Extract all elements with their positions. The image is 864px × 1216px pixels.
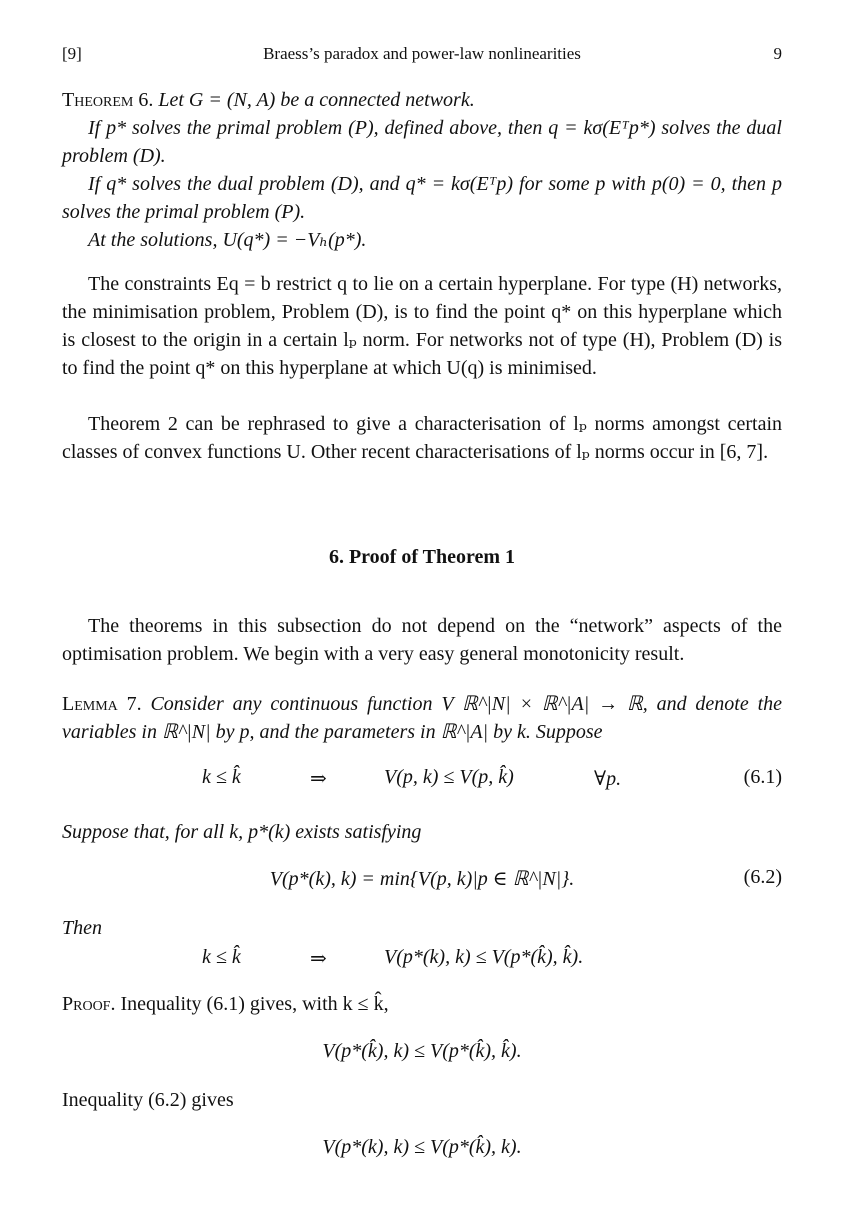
theorem-6-line-1 <box>62 86 782 114</box>
header-title: Braess’s paradox and power-law nonlinearities <box>263 44 581 63</box>
eq61-lhs: k ≤ k̂ <box>202 766 241 788</box>
inequality-6-2-text: Inequality (6.2) gives <box>62 1089 234 1111</box>
then-label: Then <box>62 917 102 939</box>
theorem-6-line-4: At the solutions, U(q*) = −Vₕ(p*). <box>88 229 367 251</box>
proof-eq-2: V(p*(k), k) ≤ V(p*(k̂), k). <box>322 1136 522 1158</box>
theorem-label: Theorem 6. <box>62 89 154 111</box>
lemma-label: Lemma 7. <box>62 693 142 715</box>
eq61-rhs: V(p, k) ≤ V(p, k̂) <box>384 766 514 788</box>
theorem-6-statement: Let G = (N, A) be a connected network. <box>158 89 475 111</box>
lemma-7 <box>62 690 782 746</box>
header-left: [9] <box>62 44 82 63</box>
proof-text: Inequality (6.1) gives, with k ≤ k̂, <box>120 993 389 1015</box>
implies-arrow: ⇒ <box>310 948 327 970</box>
paragraph-characterisation: Theorem 2 can be rephrased to give a characterisation of lₚ norms amongst certain classes of convex functions U. Other recent characterisations of lₚ norms occur in [6, 7]. <box>62 413 782 463</box>
then-rhs: V(p*(k), k) ≤ V(p*(k̂), k̂). <box>384 946 584 968</box>
equation-number: (6.2) <box>743 866 782 888</box>
equation-6-2 <box>62 866 782 896</box>
equation-6-1 <box>62 766 782 796</box>
equation-then <box>62 946 782 976</box>
paragraph-intro: The theorems in this subsection do not depend on the “network” aspects of the optimisation problem. We begin with a very easy general monotonicity result. <box>62 615 782 665</box>
eq62-expression: V(p*(k), k) = min{V(p, k)|p ∈ ℝ^|N|}. <box>269 868 575 890</box>
theorem-6-line-2: If p* solves the primal problem (P), defined above, then q = kσ(Eᵀp*) solves the dual problem (D). <box>62 117 782 167</box>
paragraph-hyperplane: The constraints Eq = b restrict q to lie on a certain hyperplane. For type (H) networks, the minimisation problem, Problem (D), is to find the point q* on this hyperplane which is closest to the origin in a certain lₚ norm. For networks not of type (H), Problem (D) is to find the point q* on this hyperplane at which U(q) is minimised. <box>62 273 782 379</box>
theorem-6 <box>62 86 782 254</box>
proof-label: Proof. <box>62 993 116 1015</box>
eq61-quantifier: ∀p. <box>594 768 622 790</box>
page-number: 9 <box>773 44 782 63</box>
equation-proof-1 <box>62 1040 782 1070</box>
suppose-text: Suppose that, for all k, p*(k) exists satisfying <box>62 821 422 843</box>
section-title: 6. Proof of Theorem 1 <box>328 546 516 568</box>
theorem-6-line-3: If q* solves the dual problem (D), and q* = kσ(Eᵀp) for some p with p(0) = 0, then p solves the primal problem (P). <box>62 173 782 223</box>
then-lhs: k ≤ k̂ <box>202 946 241 968</box>
implies-arrow: ⇒ <box>310 768 327 790</box>
equation-proof-2 <box>62 1136 782 1166</box>
equation-number: (6.1) <box>743 766 782 788</box>
proof-eq-1: V(p*(k̂), k) ≤ V(p*(k̂), k̂). <box>322 1040 522 1062</box>
proof <box>62 990 782 1018</box>
lemma-7-text: Consider any continuous function V ℝ^|N| × ℝ^|A| → ℝ, and denote the variables in ℝ^|N| by p, and the parameters in ℝ^|A| by k. Suppose <box>62 693 783 743</box>
